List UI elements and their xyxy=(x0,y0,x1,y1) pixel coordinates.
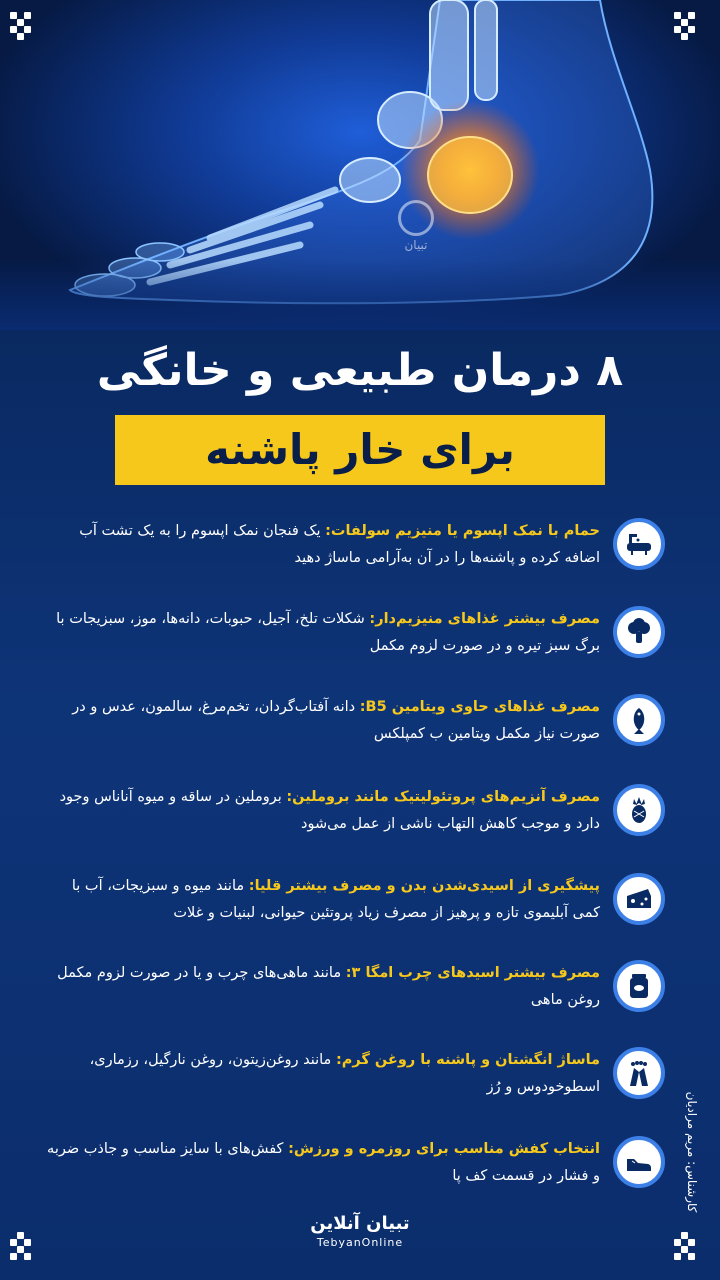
item-body: شکلات تلخ، آجیل، حبوبات، دانه‌ها، موز، سبزیجات با برگ سبز تیره و در صورت لزوم مکمل xyxy=(56,611,600,654)
fish-icon xyxy=(613,694,665,746)
item-body: بروملین در ساقه و میوه آناناس وجود دارد و موجب کاهش التهاب ناشی از عمل می‌شود xyxy=(59,789,600,832)
item-body: کفش‌های با سایز مناسب و جاذب ضربه و فشار در قسمت کف پا xyxy=(47,1141,600,1184)
item-heading: حمام با نمک اپسوم یا منیزیم سولفات: xyxy=(325,523,600,539)
item-heading: انتخاب کفش مناسب برای روزمره و ورزش: xyxy=(288,1141,600,1157)
item-heading: ماساژ انگشتان و پاشنه با روغن گرم: xyxy=(335,1052,600,1068)
item-heading: مصرف بیشتر اسیدهای چرب امگا ۳: xyxy=(345,965,600,981)
item-body: یک فنجان نمک اپسوم را به یک تشت آب اضافه کرده و پاشنه‌ها را در آن به‌آرامی ماساژ دهید xyxy=(79,523,600,566)
item-heading: پیشگیری از اسیدی‌شدن بدن و مصرف بیشتر قلیا: xyxy=(248,878,600,894)
bathtub-icon xyxy=(613,518,665,570)
fish-oil-jar-icon xyxy=(613,960,665,1012)
cheese-icon xyxy=(613,873,665,925)
sneaker-icon xyxy=(613,1136,665,1188)
item-body: مانند ماهی‌های چرب و یا در صورت لزوم مکمل روغن ماهی xyxy=(57,965,600,1008)
sub-title-banner: برای خار پاشنه xyxy=(115,415,605,485)
item-heading: مصرف غذاهای حاوی ویتامین B5: xyxy=(359,699,600,715)
credit-text: کارشناس: مریم مرادیان xyxy=(685,1091,699,1213)
main-title: ۸ درمان طبیعی و خانگی xyxy=(96,345,624,396)
brand-logo xyxy=(0,1213,720,1249)
item-body: دانه آفتاب‌گردان، تخم‌مرغ، سالمون، عدس و در صورت نیاز مکمل ویتامین ب کمپلکس xyxy=(72,699,600,742)
corner-ornament-icon xyxy=(674,12,710,48)
tebyan-watermark xyxy=(392,200,440,252)
brand-name-en: TebyanOnline xyxy=(316,1236,404,1249)
brand-name-fa: تبیان آنلاین xyxy=(310,1213,410,1234)
item-heading: مصرف آنزیم‌های پروتئولیتیک مانند بروملین: xyxy=(286,789,600,805)
corner-ornament-icon xyxy=(10,12,46,48)
item-body: مانند میوه و سبزیجات، آب با کمی آبلیموی تازه و پرهیز از مصرف زیاد پروتئین حیوانی، لبنیات و غلات xyxy=(71,878,600,921)
foot-skeleton-graphic xyxy=(0,0,720,330)
foot-xray-illustration xyxy=(0,0,720,330)
tebyan-logo-icon xyxy=(398,200,434,236)
pineapple-icon xyxy=(613,784,665,836)
item-body: مانند روغن‌زیتون، روغن نارگیل، رزماری، اسطوخودوس و رُز xyxy=(89,1052,600,1095)
feet-icon xyxy=(613,1047,665,1099)
item-heading: مصرف بیشتر غذاهای منیزیم‌دار: xyxy=(369,611,600,627)
broccoli-icon xyxy=(613,606,665,658)
watermark-text: تبیان xyxy=(404,238,428,252)
